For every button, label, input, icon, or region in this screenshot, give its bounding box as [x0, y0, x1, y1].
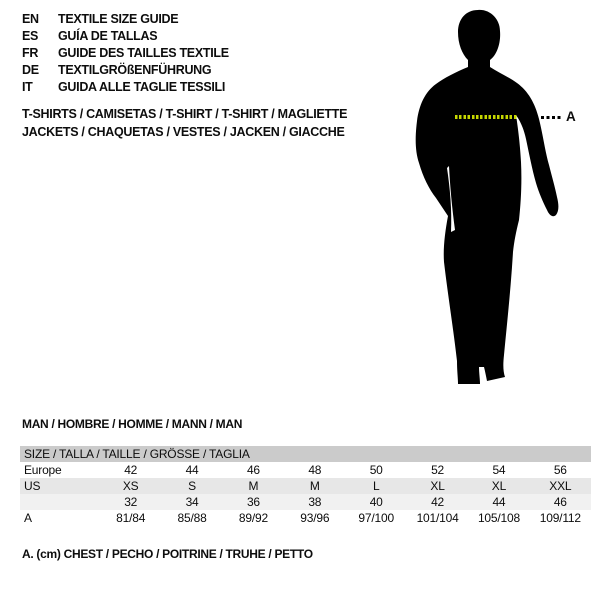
row-label: US [24, 479, 41, 493]
table-cell: 93/96 [300, 511, 330, 525]
table-cell: XL [430, 479, 445, 493]
section-title: MAN / HOMBRE / HOMME / MANN / MAN [22, 417, 243, 431]
table-cell: 89/92 [238, 511, 268, 525]
table-cell: M [248, 479, 259, 493]
category-jackets: JACKETS / CHAQUETAS / VESTES / JACKEN / GIACCHE [22, 125, 345, 139]
table-cell: 52 [431, 463, 445, 477]
table-row-us [20, 478, 591, 494]
table-cell: 32 [124, 495, 138, 509]
table-cell: 42 [431, 495, 445, 509]
lang-code: DE [22, 63, 39, 77]
table-cell: 101/104 [416, 511, 459, 525]
table-cell: XL [491, 479, 507, 493]
table-cell: S [188, 479, 196, 493]
measure-label-a: A [566, 109, 576, 124]
lang-code: IT [22, 80, 33, 94]
table-cell: 44 [492, 495, 506, 509]
silhouette-body [416, 10, 559, 384]
table-cell: XXL [549, 479, 572, 493]
lang-label: GUÍA DE TALLAS [58, 29, 158, 43]
table-cell: 34 [185, 495, 199, 509]
lang-label: GUIDA ALLE TAGLIE TESSILI [58, 80, 226, 94]
table-cell: 56 [553, 463, 567, 477]
table-cell: 36 [246, 495, 260, 509]
lang-code: ES [22, 29, 39, 43]
row-label: A [24, 511, 32, 525]
table-cell: L [372, 479, 380, 493]
table-cell: 97/100 [358, 511, 394, 525]
table-cell: 40 [369, 495, 383, 509]
row-label: Europe [24, 463, 62, 477]
table-cell: 44 [185, 463, 199, 477]
table-cell: 46 [553, 495, 567, 509]
table-row-chest [20, 510, 591, 526]
table-cell: 48 [308, 463, 322, 477]
table-cell: XS [122, 479, 139, 493]
table-cell: 42 [124, 463, 138, 477]
table-cell: 50 [369, 463, 383, 477]
table-cell: 81/84 [116, 511, 146, 525]
table-cell: 38 [308, 495, 322, 509]
table-cell: 109/112 [539, 511, 581, 525]
lang-label: GUIDE DES TAILLES TEXTILE [58, 46, 229, 60]
lang-code: FR [22, 46, 39, 60]
table-row-us-numeric [20, 494, 591, 510]
row-label [20, 494, 100, 510]
table-cell: 105/108 [477, 511, 520, 525]
measure-callout-line [541, 116, 562, 119]
table-cell: 85/88 [177, 511, 207, 525]
table-row-europe [20, 462, 591, 478]
category-tshirts: T-SHIRTS / CAMISETAS / T-SHIRT / T-SHIRT / MAGLIETTE [22, 107, 348, 121]
table-cell: M [309, 479, 320, 493]
lang-code: EN [22, 12, 39, 26]
lang-label: TEXTILE SIZE GUIDE [58, 12, 179, 26]
chest-measure-line [455, 115, 517, 119]
size-table [20, 446, 591, 526]
table-cell: 54 [492, 463, 506, 477]
table-cell: 46 [246, 463, 260, 477]
lang-label: TEXTILGRÖßENFÜHRUNG [58, 63, 212, 77]
size-table-header: SIZE / TALLA / TAILLE / GRÖSSE / TAGLIA [20, 446, 591, 462]
measurement-footnote: A. (cm) CHEST / PECHO / POITRINE / TRUHE / PETTO [22, 547, 313, 561]
